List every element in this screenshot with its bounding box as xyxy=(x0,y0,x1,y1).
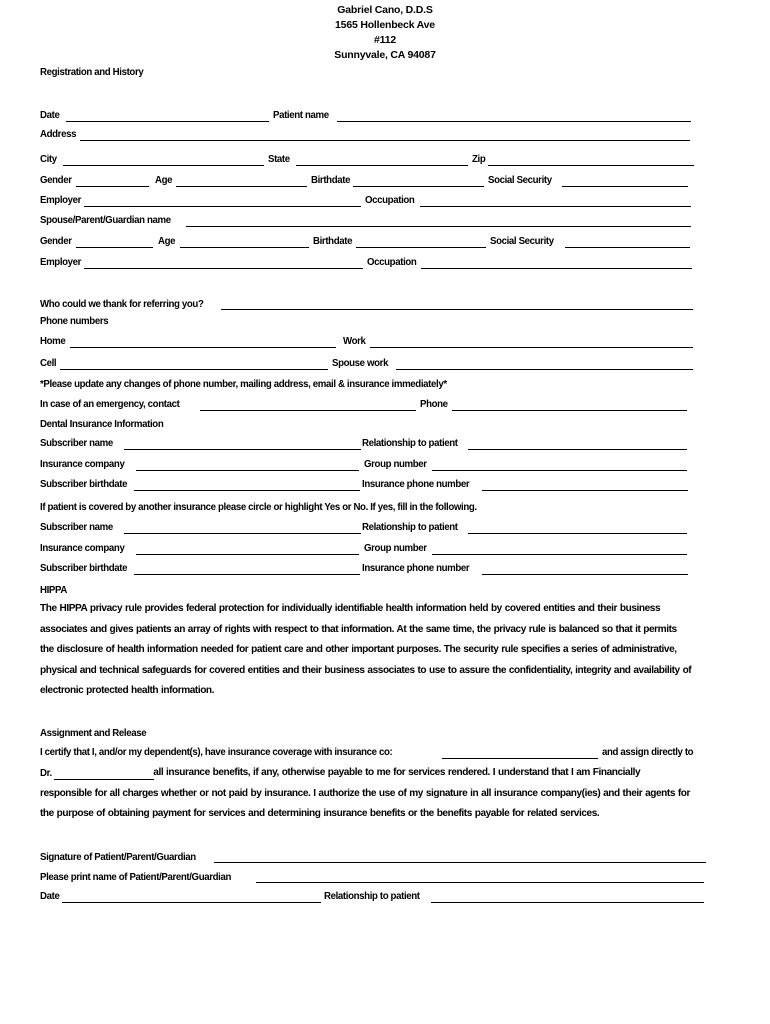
secondary-subscriber-birthdate-label: Subscriber birthdate xyxy=(40,562,128,574)
hippa-heading: HIPPA xyxy=(40,584,67,596)
ssn-label: Social Security xyxy=(488,174,552,186)
work-phone-field[interactable] xyxy=(370,347,693,348)
patient-name-label: Patient name xyxy=(273,109,329,121)
subscriber-name-label: Subscriber name xyxy=(40,437,113,449)
group-number-label: Group number xyxy=(364,458,427,470)
relationship-label: Relationship to patient xyxy=(362,437,458,449)
secondary-insurance-notice: If patient is covered by another insurance please circle or highlight Yes or No. If yes, fill in the following. xyxy=(40,501,477,513)
state-field[interactable] xyxy=(296,165,468,166)
spouse-age-label: Age xyxy=(158,235,176,247)
print-name-label: Please print name of Patient/Parent/Guardian xyxy=(40,871,232,883)
signature-field[interactable] xyxy=(214,862,706,863)
referral-field[interactable] xyxy=(221,309,693,310)
assignment-paragraph: all insurance benefits, if any, otherwise payable to me for services rendered. I understand that I am Financially responsible for all charges whether or not paid by insurance. I authorize the use of my signature in all insurance company(ies) and their agents for the purpose of obtaining payment for services and determining insurance benefits or the benefits payable for related services. xyxy=(40,766,690,819)
referral-label: Who could we thank for referring you? xyxy=(40,298,204,310)
group-number-field[interactable] xyxy=(432,470,687,471)
emergency-contact-field[interactable] xyxy=(200,410,416,411)
print-name-field[interactable] xyxy=(256,882,704,883)
birthdate-field[interactable] xyxy=(353,186,484,187)
spouse-birthdate-field[interactable] xyxy=(356,247,486,248)
emergency-phone-field[interactable] xyxy=(452,410,687,411)
assignment-heading: Assignment and Release xyxy=(40,727,147,739)
city-state-zip: Sunnyvale, CA 94087 xyxy=(334,49,436,61)
insurance-company-label: Insurance company xyxy=(40,458,125,470)
signature-date-field[interactable] xyxy=(62,902,321,903)
insurance-phone-field[interactable] xyxy=(482,490,688,491)
signature-relationship-field[interactable] xyxy=(431,902,704,903)
employer-label: Employer xyxy=(40,194,82,206)
emergency-phone-label: Phone xyxy=(420,398,448,410)
spouse-ssn-label: Social Security xyxy=(490,235,554,247)
address-field[interactable] xyxy=(80,140,690,141)
subscriber-name-field[interactable] xyxy=(124,449,361,450)
form-title: Registration and History xyxy=(40,66,144,78)
occupation-label: Occupation xyxy=(365,194,415,206)
street-address: 1565 Hollenbeck Ave xyxy=(335,19,435,31)
hippa-paragraph: The HIPPA privacy rule provides federal protection for individually identifiable health information held by covered entities and their business associates and gives patients an array of rights with respect to that information. At the same time, the privacy rule is balanced so that it permits the disclosure of health information needed for patient care and other important purposes. The security rule specifies a series of administrative, physical and technical safeguards for covered entities and their business associates to use to assure the confidentiality, integrity and availability of electronic protected health information. xyxy=(40,602,692,696)
insurance-phone-label: Insurance phone number xyxy=(362,478,470,490)
secondary-subscriber-name-field[interactable] xyxy=(124,533,361,534)
spouse-name-label: Spouse/Parent/Guardian name xyxy=(40,214,171,226)
spouse-employer-label: Employer xyxy=(40,256,82,268)
spouse-occupation-label: Occupation xyxy=(367,256,417,268)
subscriber-birthdate-label: Subscriber birthdate xyxy=(40,478,128,490)
secondary-subscriber-birthdate-field[interactable] xyxy=(134,574,360,575)
secondary-insurance-company-field[interactable] xyxy=(136,554,359,555)
subscriber-birthdate-field[interactable] xyxy=(134,490,360,491)
secondary-relationship-label: Relationship to patient xyxy=(362,521,458,533)
signature-date-label: Date xyxy=(40,890,60,902)
secondary-subscriber-name-label: Subscriber name xyxy=(40,521,113,533)
assignment-text-1: I certify that I, and/or my dependent(s), have insurance coverage with insurance co: xyxy=(40,746,393,758)
phone-heading: Phone numbers xyxy=(40,315,109,327)
insurance-co-field[interactable] xyxy=(442,758,598,759)
secondary-insurance-phone-label: Insurance phone number xyxy=(362,562,470,574)
dental-insurance-heading: Dental Insurance Information xyxy=(40,418,164,430)
spouse-birthdate-label: Birthdate xyxy=(313,235,353,247)
suite-number: #112 xyxy=(374,34,396,46)
city-field[interactable] xyxy=(63,165,264,166)
signature-label: Signature of Patient/Parent/Guardian xyxy=(40,851,196,863)
secondary-insurance-company-label: Insurance company xyxy=(40,542,125,554)
zip-label: Zip xyxy=(472,153,486,165)
date-field[interactable] xyxy=(66,121,269,122)
spouse-work-label: Spouse work xyxy=(332,357,389,369)
assignment-dr-label: Dr. xyxy=(40,767,52,779)
secondary-group-number-label: Group number xyxy=(364,542,427,554)
work-phone-label: Work xyxy=(343,335,366,347)
spouse-employer-field[interactable] xyxy=(84,268,363,269)
spouse-age-field[interactable] xyxy=(180,247,309,248)
state-label: State xyxy=(268,153,290,165)
zip-field[interactable] xyxy=(488,165,694,166)
patient-name-field[interactable] xyxy=(337,121,691,122)
age-label: Age xyxy=(155,174,173,186)
secondary-insurance-phone-field[interactable] xyxy=(482,574,688,575)
ssn-field[interactable] xyxy=(562,186,688,187)
spouse-ssn-field[interactable] xyxy=(565,247,690,248)
gender-field[interactable] xyxy=(76,186,149,187)
relationship-field[interactable] xyxy=(468,449,687,450)
spouse-name-field[interactable] xyxy=(186,226,691,227)
secondary-group-number-field[interactable] xyxy=(432,554,687,555)
emergency-contact-label: In case of an emergency, contact xyxy=(40,398,180,410)
assignment-text-2: and assign directly to xyxy=(602,746,694,758)
cell-phone-label: Cell xyxy=(40,357,57,369)
home-phone-label: Home xyxy=(40,335,66,347)
spouse-work-field[interactable] xyxy=(396,369,693,370)
cell-phone-field[interactable] xyxy=(60,369,328,370)
secondary-relationship-field[interactable] xyxy=(468,533,687,534)
update-notice: *Please update any changes of phone number, mailing address, email & insurance immediately* xyxy=(40,378,447,390)
gender-label: Gender xyxy=(40,174,72,186)
occupation-field[interactable] xyxy=(420,206,691,207)
employer-field[interactable] xyxy=(84,206,361,207)
spouse-occupation-field[interactable] xyxy=(421,268,692,269)
insurance-company-field[interactable] xyxy=(136,470,359,471)
spouse-gender-field[interactable] xyxy=(76,247,153,248)
age-field[interactable] xyxy=(176,186,307,187)
birthdate-label: Birthdate xyxy=(311,174,351,186)
spouse-gender-label: Gender xyxy=(40,235,72,247)
date-label: Date xyxy=(40,109,60,121)
home-phone-field[interactable] xyxy=(70,347,336,348)
address-label: Address xyxy=(40,128,77,140)
signature-relationship-label: Relationship to patient xyxy=(324,890,420,902)
doctor-name: Gabriel Cano, D.D.S xyxy=(337,4,433,16)
city-label: City xyxy=(40,153,57,165)
